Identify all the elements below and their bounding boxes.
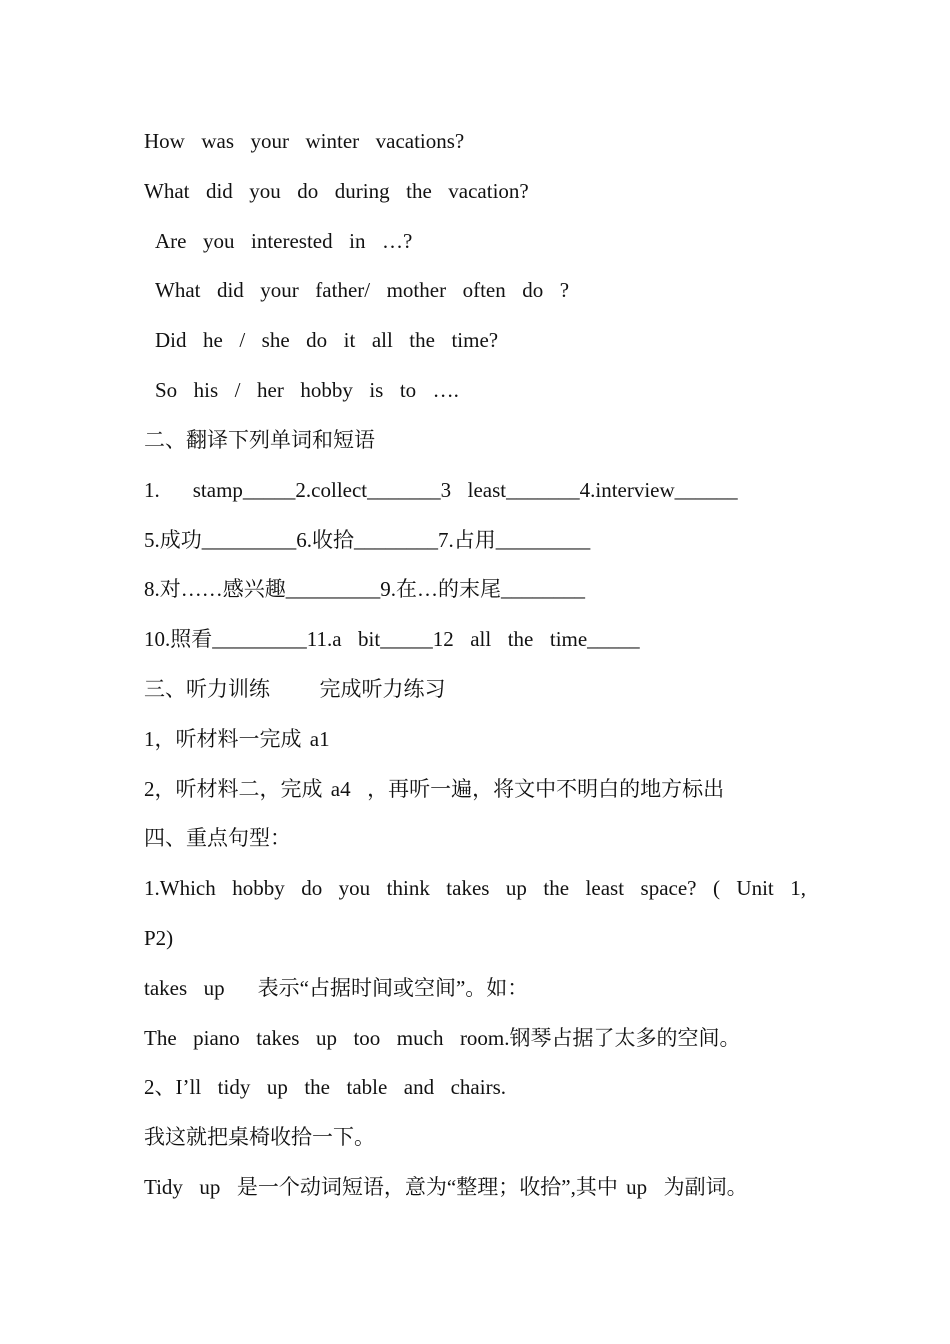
vocab-row-1: 1. stamp_____2.collect_______3 least_______4.interview______ xyxy=(144,478,738,502)
listening-item-2: 2，听材料二，完成 a4 ，再听一遍，将文中不明白的地方标出 xyxy=(144,777,725,801)
warmup-question-6: So his / her hobby is to …. xyxy=(155,378,459,402)
key-sentence-2-note: Tidy up 是一个动词短语，意为“整理；收拾”,其中 up 为副词。 xyxy=(144,1175,748,1199)
key-sentence-2: 2、I’ll tidy up the table and chairs. xyxy=(144,1075,507,1099)
vocab-row-4: 10.照看_________11.a bit_____12 all the time_____ xyxy=(144,627,640,651)
key-sentence-1-note: takes up 表示“占据时间或空间”。如： xyxy=(144,976,529,1000)
key-sentence-1-continued: P2) xyxy=(144,926,174,950)
warmup-question-1: How was your winter vacations? xyxy=(144,129,465,153)
section-3-heading: 三、听力训练 完成听力练习 xyxy=(144,677,446,701)
warmup-question-3: Are you interested in …? xyxy=(155,229,413,253)
key-sentence-1: 1.Which hobby do you think takes up the least space? ( Unit 1, xyxy=(144,876,806,900)
key-sentence-1-example: The piano takes up too much room.钢琴占据了太多的空间。 xyxy=(144,1026,741,1050)
section-2-heading: 二、翻译下列单词和短语 xyxy=(144,428,375,452)
listening-item-1: 1，听材料一完成 a1 xyxy=(144,727,330,751)
warmup-question-2: What did you do during the vacation? xyxy=(144,179,529,203)
section-4-heading: 四、重点句型： xyxy=(144,826,291,850)
vocab-row-2: 5.成功_________6.收拾________7.占用_________ xyxy=(144,528,591,552)
vocab-row-3: 8.对……感兴趣_________9.在…的末尾________ xyxy=(144,577,585,601)
key-sentence-2-translation: 我这就把桌椅收拾一下。 xyxy=(144,1125,375,1149)
warmup-question-5: Did he / she do it all the time? xyxy=(155,328,499,352)
warmup-question-4: What did your father/ mother often do ? xyxy=(155,278,570,302)
